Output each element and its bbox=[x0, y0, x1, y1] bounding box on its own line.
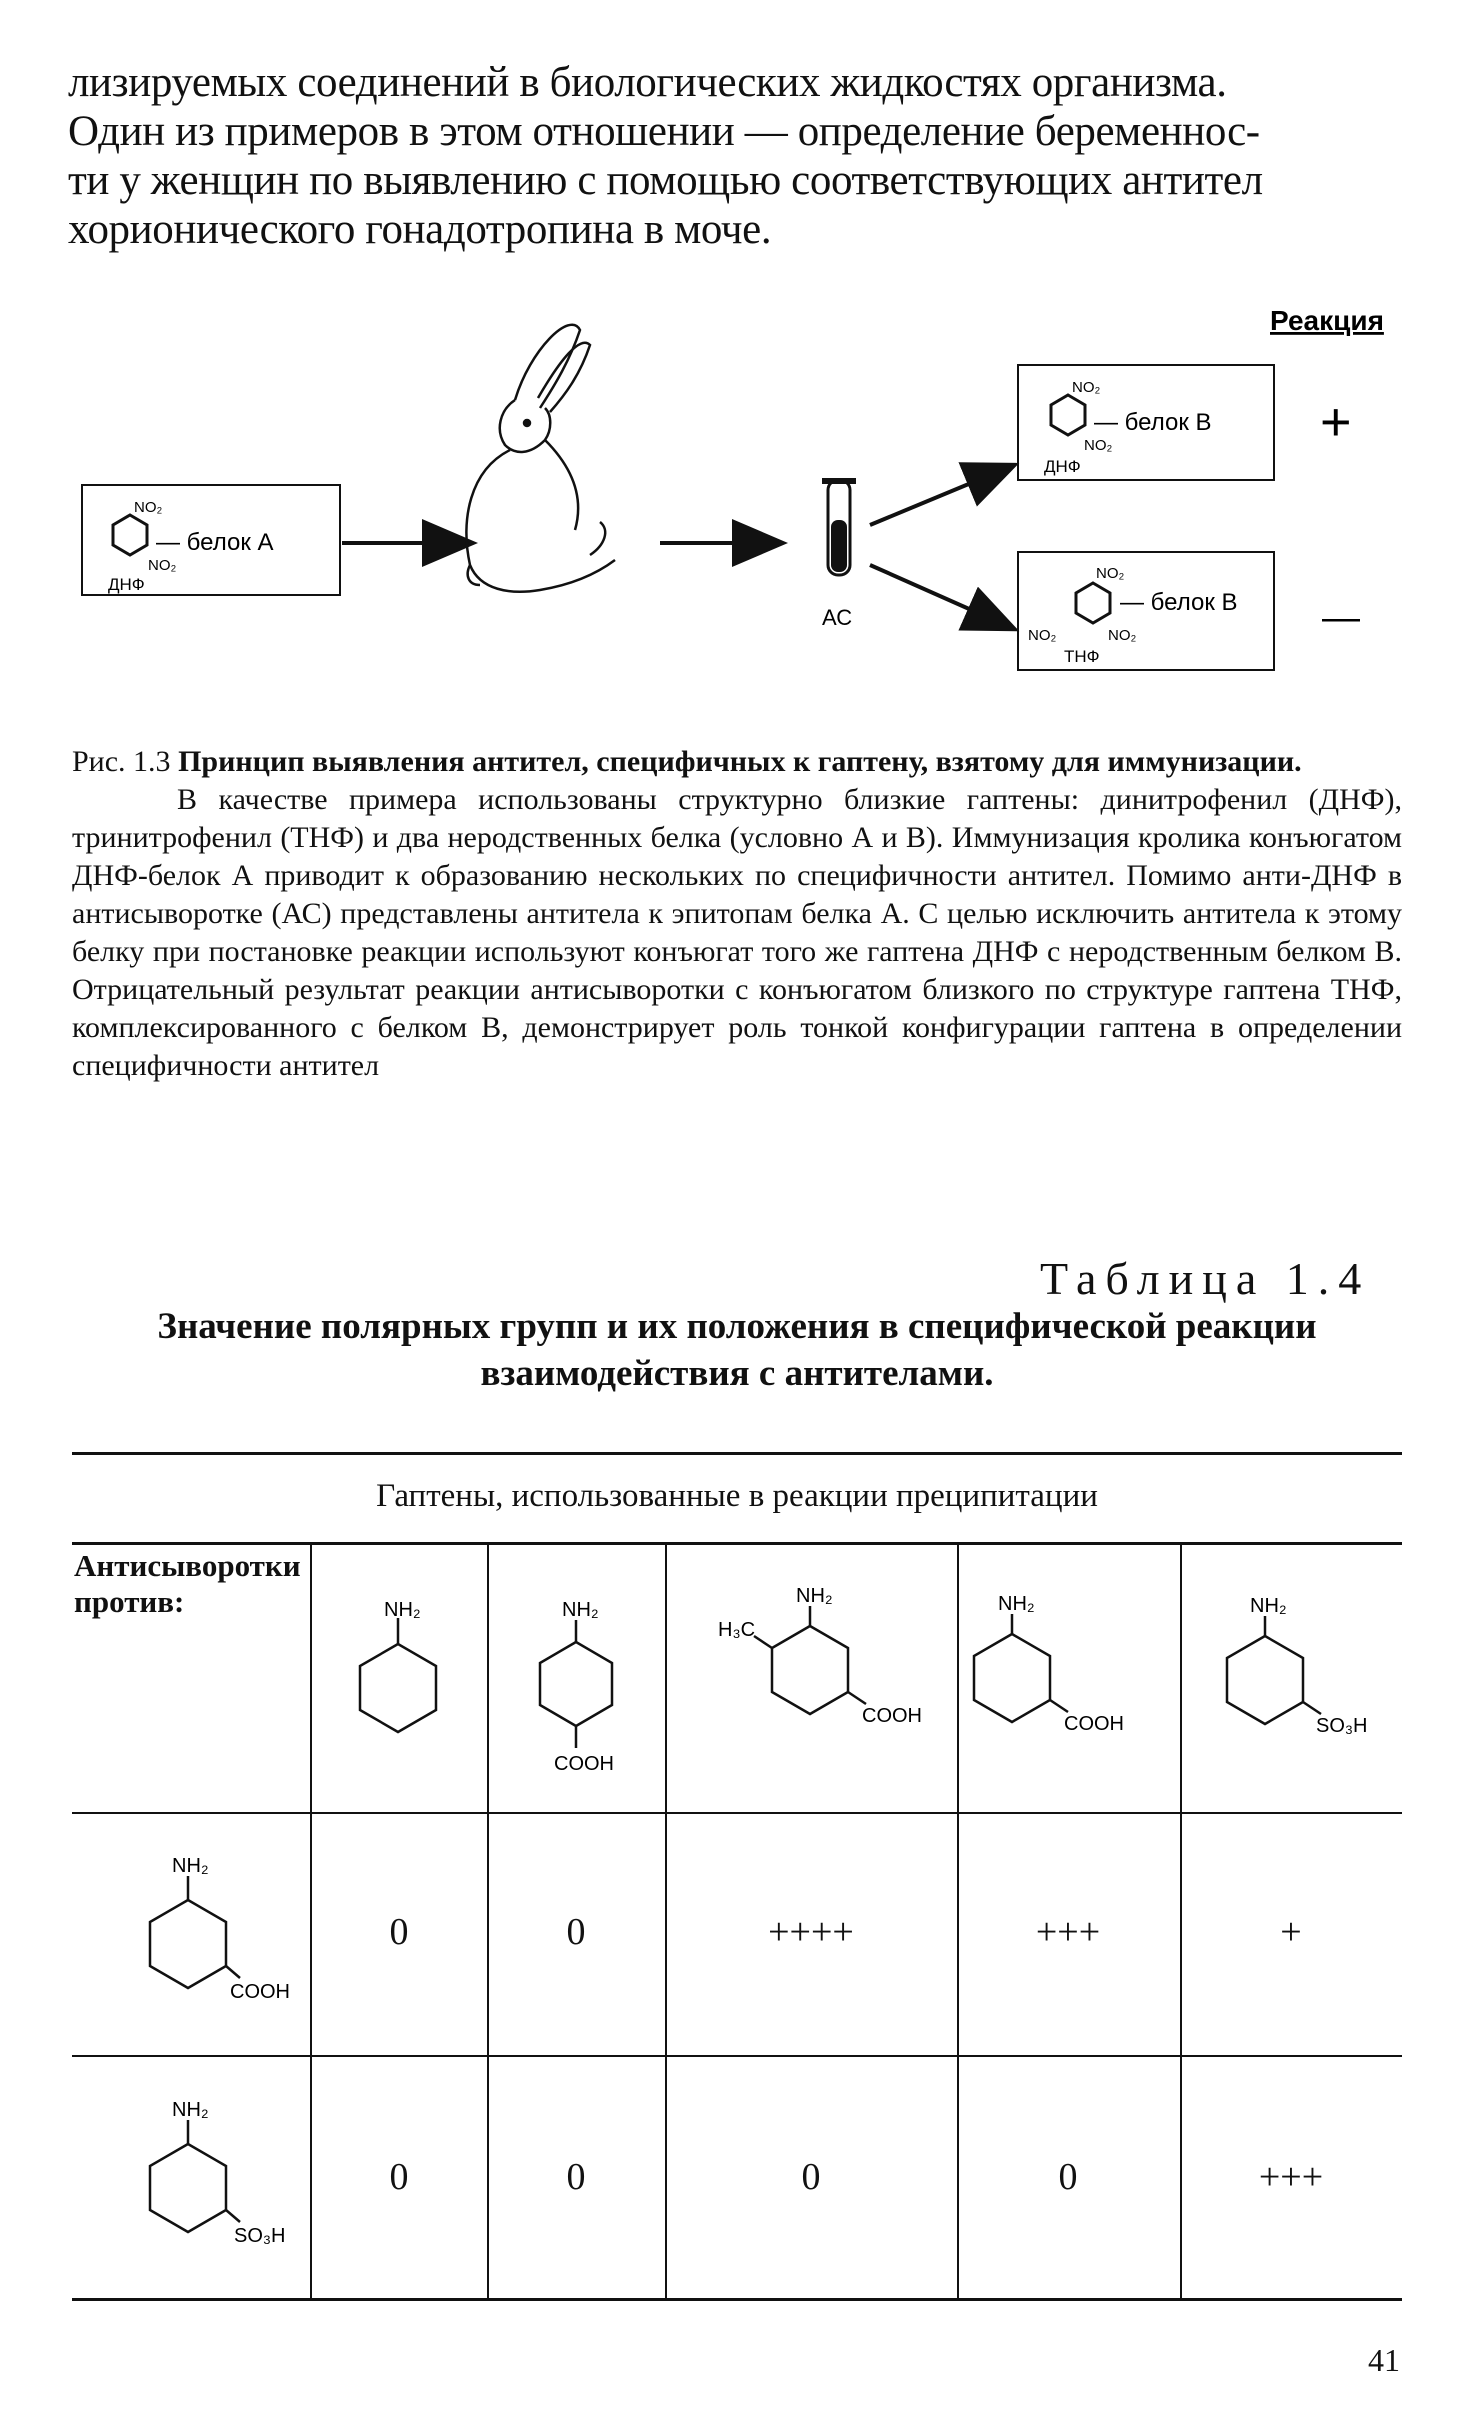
nitro-group: NO₂ bbox=[1084, 437, 1113, 454]
page-number: 41 bbox=[1368, 2342, 1400, 2378]
nitro-group: NO₂ bbox=[134, 499, 163, 516]
table-title: Значение полярных групп и их положения в специфической реакции взаимодействия с антителами. bbox=[157, 1306, 1317, 1394]
hapten-label: ДНФ bbox=[1044, 457, 1081, 476]
benzene-ring bbox=[974, 1634, 1050, 1722]
benzene-ring bbox=[113, 515, 147, 555]
amino-group: NH₂ bbox=[172, 2099, 209, 2121]
methyl-group: H₃C bbox=[718, 1619, 756, 1641]
rabbit-illustration bbox=[466, 325, 615, 592]
table-cell: ++++ bbox=[768, 1911, 854, 1953]
amino-group: NH₂ bbox=[384, 1599, 421, 1621]
nitro-group: NO₂ bbox=[1096, 565, 1125, 582]
table-cell: +++ bbox=[1035, 1911, 1101, 1953]
benzene-ring bbox=[1227, 1636, 1303, 1724]
antiserum-tube bbox=[822, 478, 856, 630]
benzene-ring bbox=[772, 1626, 848, 1714]
hapten-structures bbox=[310, 1544, 1402, 1812]
table-cell: +++ bbox=[1258, 2156, 1324, 2198]
table-top-rule bbox=[72, 1452, 1402, 1455]
table-cell: 0 bbox=[1058, 2156, 1078, 2198]
dnp-protein-a-box bbox=[82, 485, 340, 595]
row-header: Антисыворотки против: bbox=[74, 1548, 301, 1619]
intro-line: Один из примеров в этом отношении — определение беременнос- bbox=[68, 108, 1260, 155]
figure-label: Рис. 1.3 bbox=[72, 745, 171, 778]
tube-label: АС bbox=[822, 605, 853, 630]
benzene-ring bbox=[360, 1644, 436, 1732]
table-cell: + bbox=[1280, 1911, 1302, 1953]
intro-paragraph bbox=[68, 58, 1408, 254]
amino-group: NH₂ bbox=[172, 1855, 209, 1877]
reaction-header: Реакция bbox=[1270, 305, 1384, 336]
amino-group: NH₂ bbox=[562, 1599, 599, 1621]
intro-line: лизируемых соединений в биологических жидкостях организма. bbox=[68, 59, 1227, 106]
dnp-protein-b-box bbox=[1018, 365, 1274, 480]
figure-caption bbox=[72, 743, 1402, 1085]
nitro-group: NO₂ bbox=[1072, 379, 1101, 396]
benzene-ring bbox=[150, 2144, 226, 2232]
table-cell: 0 bbox=[801, 2156, 821, 2198]
antiserum-structures bbox=[72, 1814, 310, 2298]
immunization-diagram bbox=[60, 290, 1420, 720]
protein-label: — белок А bbox=[156, 529, 274, 556]
benzene-ring bbox=[1076, 583, 1110, 623]
sulfo-group: SO₃H bbox=[1316, 1715, 1368, 1737]
amino-group: NH₂ bbox=[1250, 1595, 1287, 1617]
benzene-ring bbox=[150, 1900, 226, 1988]
figure-title: Принцип выявления антител, специфичных к гаптену, взятому для иммунизации. bbox=[178, 745, 1302, 778]
carboxyl-group: COOH bbox=[1064, 1713, 1124, 1735]
tnp-protein-b-box bbox=[1018, 552, 1274, 670]
nitro-group: NO₂ bbox=[1108, 627, 1137, 644]
protein-label: — белок В bbox=[1120, 589, 1238, 616]
carboxyl-group: COOH bbox=[554, 1753, 614, 1775]
amino-group: NH₂ bbox=[796, 1585, 833, 1607]
carboxyl-group: COOH bbox=[862, 1705, 922, 1727]
benzene-ring bbox=[1051, 395, 1085, 435]
caption-body: В качестве примера использованы структурно близкие гаптены: динитрофенил (ДНФ), тринитрофенил (ТНФ) и два неродственных белка (условно А и В). Иммунизация кролика конъюгатом ДНФ-белок А приводит к образованию нескольких по специфичности антител. Помимо анти-ДНФ в антисыворотке (АС) представлены антитела к эпитопам белка А. С целью исключить антитела к этому белку при постановке реакции используют конъюгат того же гаптена ДНФ с неродственным белком В. Отрицательный результат реакции антисыворотки с конъюгатом близкого по структуре гаптена ТНФ, комплексированного с белком В, демонстрирует роль тонкой конфигурации гаптена в определении специфичности антител bbox=[72, 783, 1402, 1082]
nitro-group: NO₂ bbox=[1028, 627, 1057, 644]
carboxyl-group: COOH bbox=[230, 1981, 290, 2003]
intro-line: ти у женщин по выявлению с помощью соответствующих антител bbox=[68, 157, 1263, 204]
negative-result: — bbox=[1322, 597, 1360, 639]
amino-group: NH₂ bbox=[998, 1593, 1035, 1615]
table-cell: 0 bbox=[566, 2156, 586, 2198]
table-cell: 0 bbox=[389, 2156, 409, 2198]
intro-line: хорионического гонадотропина в моче. bbox=[68, 206, 772, 253]
table-number: Таблица 1.4 bbox=[1040, 1253, 1371, 1304]
benzene-ring bbox=[540, 1642, 612, 1726]
nitro-group: NO₂ bbox=[148, 557, 177, 574]
protein-label: — белок В bbox=[1094, 409, 1212, 436]
sulfo-group: SO₃H bbox=[234, 2225, 286, 2247]
table-header: Гаптены, использованные в реакции преципитации bbox=[376, 1478, 1098, 1514]
table-cell: 0 bbox=[389, 1911, 409, 1953]
table-cell: 0 bbox=[566, 1911, 586, 1953]
table-bottom-rule bbox=[72, 2298, 1402, 2301]
hapten-label: ТНФ bbox=[1064, 647, 1100, 666]
hapten-label: ДНФ bbox=[108, 575, 145, 594]
positive-result: + bbox=[1320, 392, 1352, 452]
